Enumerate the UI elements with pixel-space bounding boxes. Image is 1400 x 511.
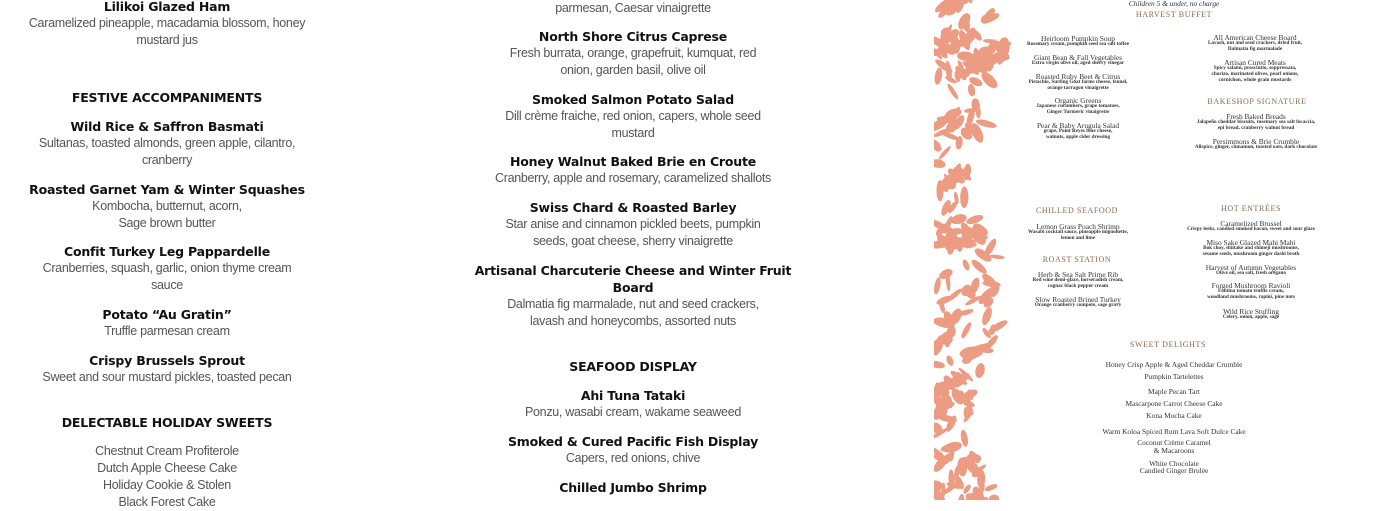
petal-shape <box>946 83 960 101</box>
dessert-item: White Chocolate <box>1149 458 1199 468</box>
dessert-item: Kona Mocha Cake <box>1146 410 1202 420</box>
petal-shape <box>989 494 1000 500</box>
menu-item-description: Japanese cucumbers, grape tomatoes, <box>1036 103 1120 109</box>
menu-item-description: Sweet and sour mustard pickles, toasted pecan <box>42 370 292 384</box>
menu-item-description: walnuts, apple cider dressing <box>1045 134 1111 140</box>
menu-item-title: Honey Walnut Baked Brie en Croute <box>509 154 757 169</box>
menu-item-description: lavash and honeycombs, assorted nuts <box>530 314 736 328</box>
menu-item-title: Harvest of Autumn Vegetables <box>1205 262 1297 272</box>
menu-item-description: Truffle parmesan cream <box>104 324 230 338</box>
dessert-item: Coconut Crème Caramel <box>1137 437 1211 447</box>
menu-item-description: Extra virgin olive oil, aged sherry vinegar <box>1031 60 1125 66</box>
petal-shape <box>945 354 955 366</box>
menu-item-description: Crispy leeks, candied smoked bacon, sweet and sour glaze <box>1187 226 1315 232</box>
section-heading: FESTIVE ACCOMPANIMENTS <box>71 90 263 105</box>
menu-item-title: Artisan Cured Meats <box>1224 57 1286 67</box>
dessert-item: Candied Ginger Brulée <box>1139 465 1209 475</box>
menu-item-description: Chestnut Cream Profiterole <box>95 444 239 458</box>
petal-shape <box>934 138 943 154</box>
menu-item-title: Herb & Sea Salt Prime Rib <box>1037 269 1119 279</box>
menu-item-description: grape, Point Reyes blue cheese, <box>1043 128 1113 134</box>
section-heading: CHILLED SEAFOOD <box>1035 206 1119 215</box>
menu-item-title: Roasted Garnet Yam & Winter Squashes <box>29 182 305 197</box>
menu-item-description: mustard jus <box>136 33 198 47</box>
petal-shape <box>974 362 986 379</box>
section-heading: ROAST STATION <box>1042 255 1112 264</box>
petal-shape <box>961 258 971 271</box>
menu-item-title: Organic Greens <box>1054 95 1102 105</box>
floral-border-decoration <box>934 0 1014 500</box>
menu-item-title: Lemon Grass Poach Shrimp <box>1036 221 1120 231</box>
menu-item-description: parmesan, Caesar vinaigrette <box>555 1 711 15</box>
menu-item-description: Ginger Turmeric vinaigrette <box>1046 109 1110 115</box>
menu-item-description: Spicy salami, prosciutto, soppressata, <box>1213 65 1297 71</box>
menu-item-title: North Shore Citrus Caprese <box>538 29 728 44</box>
section-heading: DELECTABLE HOLIDAY SWEETS <box>61 415 273 430</box>
menu-item-description: Red wine demi-glace, horseradish cream, <box>1032 277 1124 283</box>
menu-item-title: Miso Sake Glazed Mahi Mahi <box>1206 237 1296 247</box>
menu-item-title: Persimmons & Brie Crumble <box>1212 136 1300 146</box>
petal-shape <box>976 106 981 118</box>
menu-item-description: Dalmatia fig marmalade, nut and seed crackers, <box>507 297 759 311</box>
menu-item-title: Artisanal Charcuterie Cheese and Winter Fruit <box>474 263 792 278</box>
menu-item-description: Dill crème fraiche, red onion, capers, whole seed <box>505 109 761 123</box>
menu-item-title: Swiss Chard & Roasted Barley <box>529 200 737 215</box>
menu-item-description: epi bread, cranberry walnut bread <box>1217 125 1295 131</box>
menu-item-description: Lavash, nut and seed crackers, dried fruit, <box>1207 40 1303 46</box>
menu-item-title: Potato “Au Gratin” <box>102 307 232 322</box>
menu-item-description: Ponzu, wasabi cream, wakame seaweed <box>524 405 742 419</box>
menu-item-title: Smoked Salmon Potato Salad <box>532 92 734 107</box>
menu-item-description: cornichon, whole grain mustards <box>1218 77 1292 83</box>
menu-item-description: Fresh burrata, orange, grapefruit, kumquat, red <box>509 46 757 60</box>
menu-item-title: Ahi Tuna Tataki <box>580 388 686 403</box>
menu-item-title: Pear & Baby Arugula Salad <box>1036 120 1120 130</box>
menu-item-title: All American Cheese Board <box>1213 32 1297 42</box>
menu-item-description: Pistachio, Surfing Goat farms cheese, fennel, <box>1028 79 1128 85</box>
section-heading: HOT ENTRÉES <box>1220 204 1282 213</box>
menu-item-description: sesame seeds, mushroom ginger dashi broth <box>1202 251 1300 257</box>
petal-shape <box>967 83 976 97</box>
menu-item-description: chorizo, marinated olives, pearl onions, <box>1211 71 1299 77</box>
menu-item-title: Slow Roasted Brined Turkey <box>1035 294 1121 304</box>
menu-item-description: Orange cranberry compote, sage gravy <box>1034 302 1122 308</box>
menu-item-description: mustard <box>611 126 655 140</box>
menu-item-description: lemon and lime <box>1060 235 1096 241</box>
menu-item-description: Celery, onion, apple, sage <box>1222 314 1280 320</box>
dessert-item: Warm Koloa Spiced Rum Lava Soft Dulce Cake <box>1102 426 1246 436</box>
dessert-item: Pumpkin Tartelettes <box>1144 371 1204 381</box>
menu-item-title: Crispy Brussels Sprout <box>89 353 245 368</box>
menu-item-title: Wild Rice & Saffron Basmati <box>70 119 264 134</box>
menu-item-title: Chilled Jumbo Shrimp <box>559 480 707 495</box>
dessert-item: & Macaroons <box>1153 445 1195 455</box>
menu-item-description: Cranberry, apple and rosemary, caramelized shallots <box>494 171 772 185</box>
dessert-item: Mascarpone Carrot Cheese Cake <box>1125 398 1223 408</box>
petal-shape <box>934 360 945 369</box>
menu-item-description: Jalapeño cheddar biscuits, rosemary sea salt focaccia, <box>1196 119 1316 125</box>
menu-item-description: woodland mushrooms, rapini, pine nuts <box>1207 294 1295 300</box>
menu-item-description: seeds, goat cheese, sherry vinaigrette <box>533 234 733 248</box>
menu-item-description: cognac black pepper cream <box>1047 283 1109 289</box>
section-heading: SEAFOOD DISPLAY <box>569 359 697 374</box>
petal-shape <box>980 306 994 326</box>
menu-item-description: Cranberries, squash, garlic, onion thyme cream <box>42 261 292 275</box>
menu-item-description: cranberry <box>141 153 193 167</box>
petal-shape <box>960 186 969 208</box>
petal-shape <box>934 277 942 295</box>
menu-item-title: Forged Mushroom Ravioli <box>1211 280 1291 290</box>
menu-item-description: Capers, red onions, chive <box>565 451 701 465</box>
menu-item-title: Heirloom Pumpkin Soup <box>1041 33 1115 43</box>
menu-item-title: Smoked & Cured Pacific Fish Display <box>507 434 759 449</box>
menu-item-description: Dutch Apple Cheese Cake <box>97 461 237 475</box>
menu-item-description: Sage brown butter <box>118 216 216 230</box>
petal-shape <box>957 494 965 500</box>
menu-item-title: Lilikoi Glazed Ham <box>103 0 231 14</box>
petal-shape <box>934 67 943 85</box>
menu-item-title: Roasted Ruby Beet & Citrus <box>1035 71 1121 81</box>
menu-item-title: Caramelized Brussel <box>1220 218 1282 228</box>
menu-item-description: Wasabi cocktail sauce, pineapple mignonette, <box>1027 229 1129 235</box>
petal-shape <box>934 158 946 169</box>
menu-item-title: Wild Rice Stuffing <box>1223 306 1279 316</box>
dessert-item: Maple Pecan Tart <box>1148 386 1200 396</box>
menu-item-description: Sultanas, toasted almonds, green apple, cilantro, <box>38 136 296 150</box>
pricing-note: Children 5 & under, no charge <box>1128 0 1220 8</box>
petal-shape <box>936 180 943 201</box>
menu-item-description: Black Forest Cake <box>118 495 216 509</box>
menu-item-description: orange tarragon vinaigrette <box>1047 85 1109 91</box>
menu-item-title: Fresh Baked Breads <box>1226 111 1286 121</box>
menu-item-description: Olive oil, sea salt, fresh oregano <box>1216 270 1286 276</box>
menu-item-description: Board <box>612 280 654 295</box>
petal-shape <box>960 321 973 339</box>
menu-item-title: Confit Turkey Leg Pappardelle <box>63 244 271 259</box>
menu-item-title: Giant Bean & Fall Vegetables <box>1033 52 1123 62</box>
petal-shape <box>984 483 999 493</box>
menu-item-description: Star anise and cinnamon pickled beets, pumpkin <box>505 217 761 231</box>
section-heading: HARVEST BUFFET <box>1135 10 1213 19</box>
menu-item-description: Fontina tomato truffle cream, <box>1218 288 1284 294</box>
petal-shape <box>990 254 1005 260</box>
menu-item-description: Bok choy, shiitake and shimeji mushrooms, <box>1203 245 1299 251</box>
menu-item-description: sauce <box>151 278 183 292</box>
section-heading: BAKESHOP SIGNATURE <box>1207 97 1307 106</box>
menu-item-description: Caramelized pineapple, macadamia blossom, honey <box>28 16 306 30</box>
menu-item-description: Kombocha, butternut, acorn, <box>92 199 242 213</box>
menu-item-description: onion, garden basil, olive oil <box>560 63 706 77</box>
menu-item-description: Allspice, ginger, cinnamon, toasted oats, dark chocolate <box>1194 144 1318 150</box>
menu-item-description: Holiday Cookie & Stolen <box>103 478 231 492</box>
menu-item-description: Dalmatia fig marmalade <box>1227 46 1283 52</box>
section-heading: SWEET DELIGHTS <box>1129 340 1207 349</box>
dessert-item: Honey Crisp Apple & Aged Cheddar Crumble <box>1105 359 1243 369</box>
menu-item-description: Rosemary cream, pumpkin seed sea salt toffee <box>1026 41 1130 47</box>
